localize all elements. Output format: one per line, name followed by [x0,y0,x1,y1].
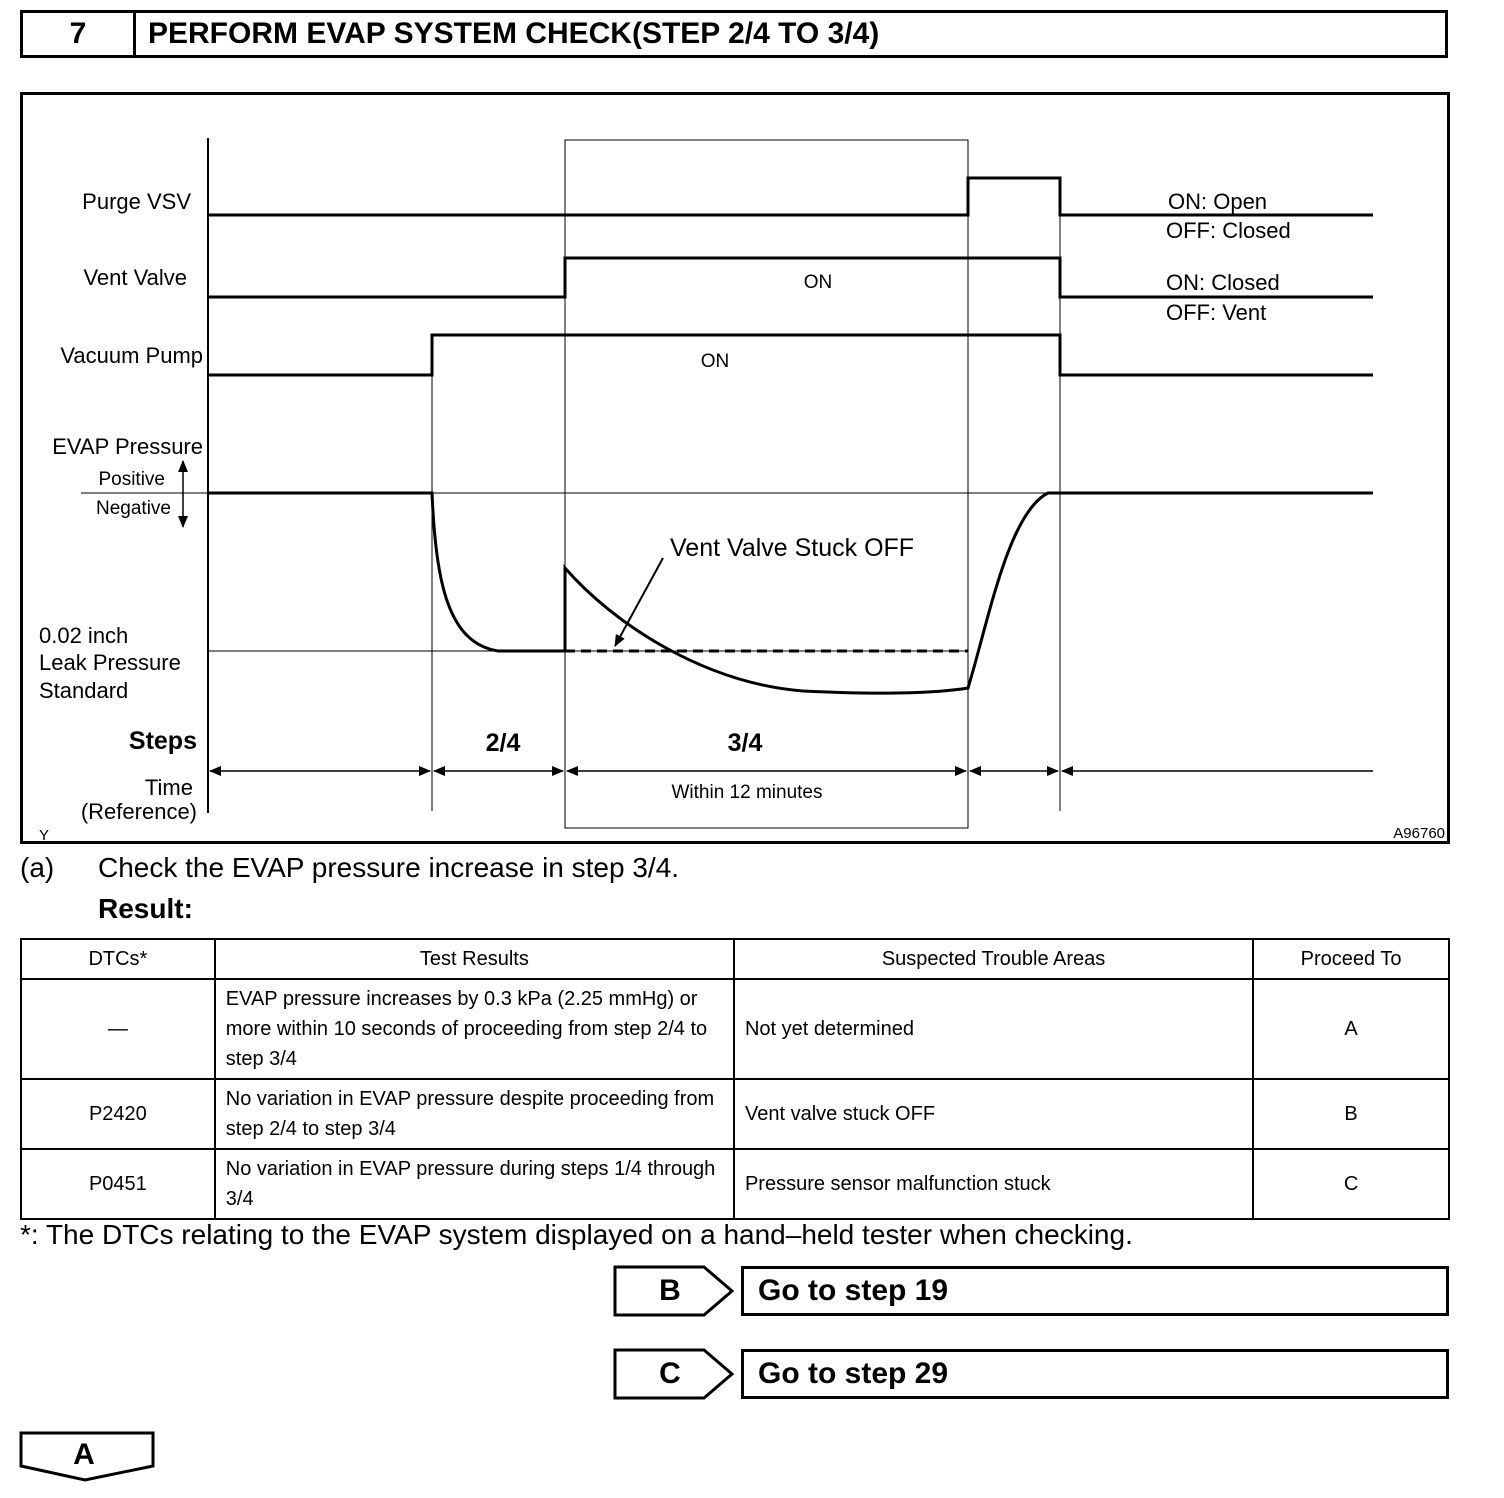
annot-step-3-4: 3/4 [727,729,763,757]
cell-area: Pressure sensor malfunction stuck [734,1149,1253,1219]
branch-a-letter[interactable]: A [73,1438,95,1471]
label-positive: Positive [98,469,165,490]
timing-chart [23,95,1447,841]
table-row [21,979,1449,1079]
branch-b-letter[interactable]: B [659,1274,681,1307]
timing-diagram [20,92,1450,844]
label-time: Time [144,775,193,800]
label-y-mark: Y [39,827,50,841]
cell-proceed: B [1253,1079,1449,1149]
evap-pressure-trace [208,493,1373,693]
go-to-step-19[interactable]: Go to step 19 [741,1266,1449,1316]
cell-dtc: P0451 [21,1149,215,1219]
vacuum-pump-trace [208,335,1373,375]
col-trouble-areas: Suspected Trouble Areas [734,939,1253,979]
annot-purge-on: ON: Open [1168,189,1268,214]
cell-result: No variation in EVAP pressure during steps 1/4 through 3/4 [215,1149,734,1219]
instruction-text: Check the EVAP pressure increase in step 3/4. [98,852,680,883]
annot-stuck-off: Vent Valve Stuck OFF [670,534,915,562]
cell-area: Not yet determined [734,979,1253,1079]
label-leak-2: Leak Pressure [39,650,181,675]
label-leak-1: 0.02 inch [39,623,129,648]
footnote: *: The DTCs relating to the EVAP system displayed on a hand–held tester when checking. [20,1219,1133,1250]
table-row [21,1079,1449,1149]
col-proceed-to: Proceed To [1253,939,1449,979]
step-3-4-window [565,140,968,828]
step-number: 7 [23,13,136,55]
figure-id: A96760 [1393,825,1445,841]
table-header-row [21,939,1449,979]
cell-result: No variation in EVAP pressure despite proceeding from step 2/4 to step 3/4 [215,1079,734,1149]
annot-purge-off: OFF: Closed [1166,218,1291,243]
annot-pump-state: ON [700,351,730,372]
cell-result: EVAP pressure increases by 0.3 kPa (2.25 mmHg) or more within 10 seconds of proceeding from step 2/4 to step 3/4 [215,979,734,1079]
label-vacuum-pump: Vacuum Pump [60,343,203,368]
step-title: PERFORM EVAP SYSTEM CHECK(STEP 2/4 TO 3/4) [148,17,880,50]
col-dtcs: DTCs* [21,939,215,979]
step-header [20,10,1448,58]
annot-step-2-4: 2/4 [485,729,521,757]
result-table [20,938,1450,1220]
annot-vent-on: ON: Closed [1166,270,1280,295]
cell-area: Vent valve stuck OFF [734,1079,1253,1149]
instruction-marker: (a) [20,852,55,883]
result-label: Result: [98,893,193,924]
col-test-results: Test Results [215,939,734,979]
annot-vent-state: ON [803,272,833,293]
label-evap-pressure: EVAP Pressure [52,434,203,459]
table-row [21,1149,1449,1219]
branch-c-letter[interactable]: C [659,1357,681,1390]
label-negative: Negative [96,498,171,519]
annot-within: Within 12 minutes [671,782,823,803]
cell-proceed: A [1253,979,1449,1079]
cell-proceed: C [1253,1149,1449,1219]
label-purge-vsv: Purge VSV [82,189,191,214]
label-leak-3: Standard [39,678,129,703]
cell-dtc: — [21,979,215,1079]
cell-dtc: P2420 [21,1079,215,1149]
label-vent-valve: Vent Valve [83,265,187,290]
go-to-step-29[interactable]: Go to step 29 [741,1349,1449,1399]
label-steps: Steps [128,727,197,755]
label-time-ref: (Reference) [80,799,197,824]
annot-vent-off: OFF: Vent [1166,300,1267,325]
